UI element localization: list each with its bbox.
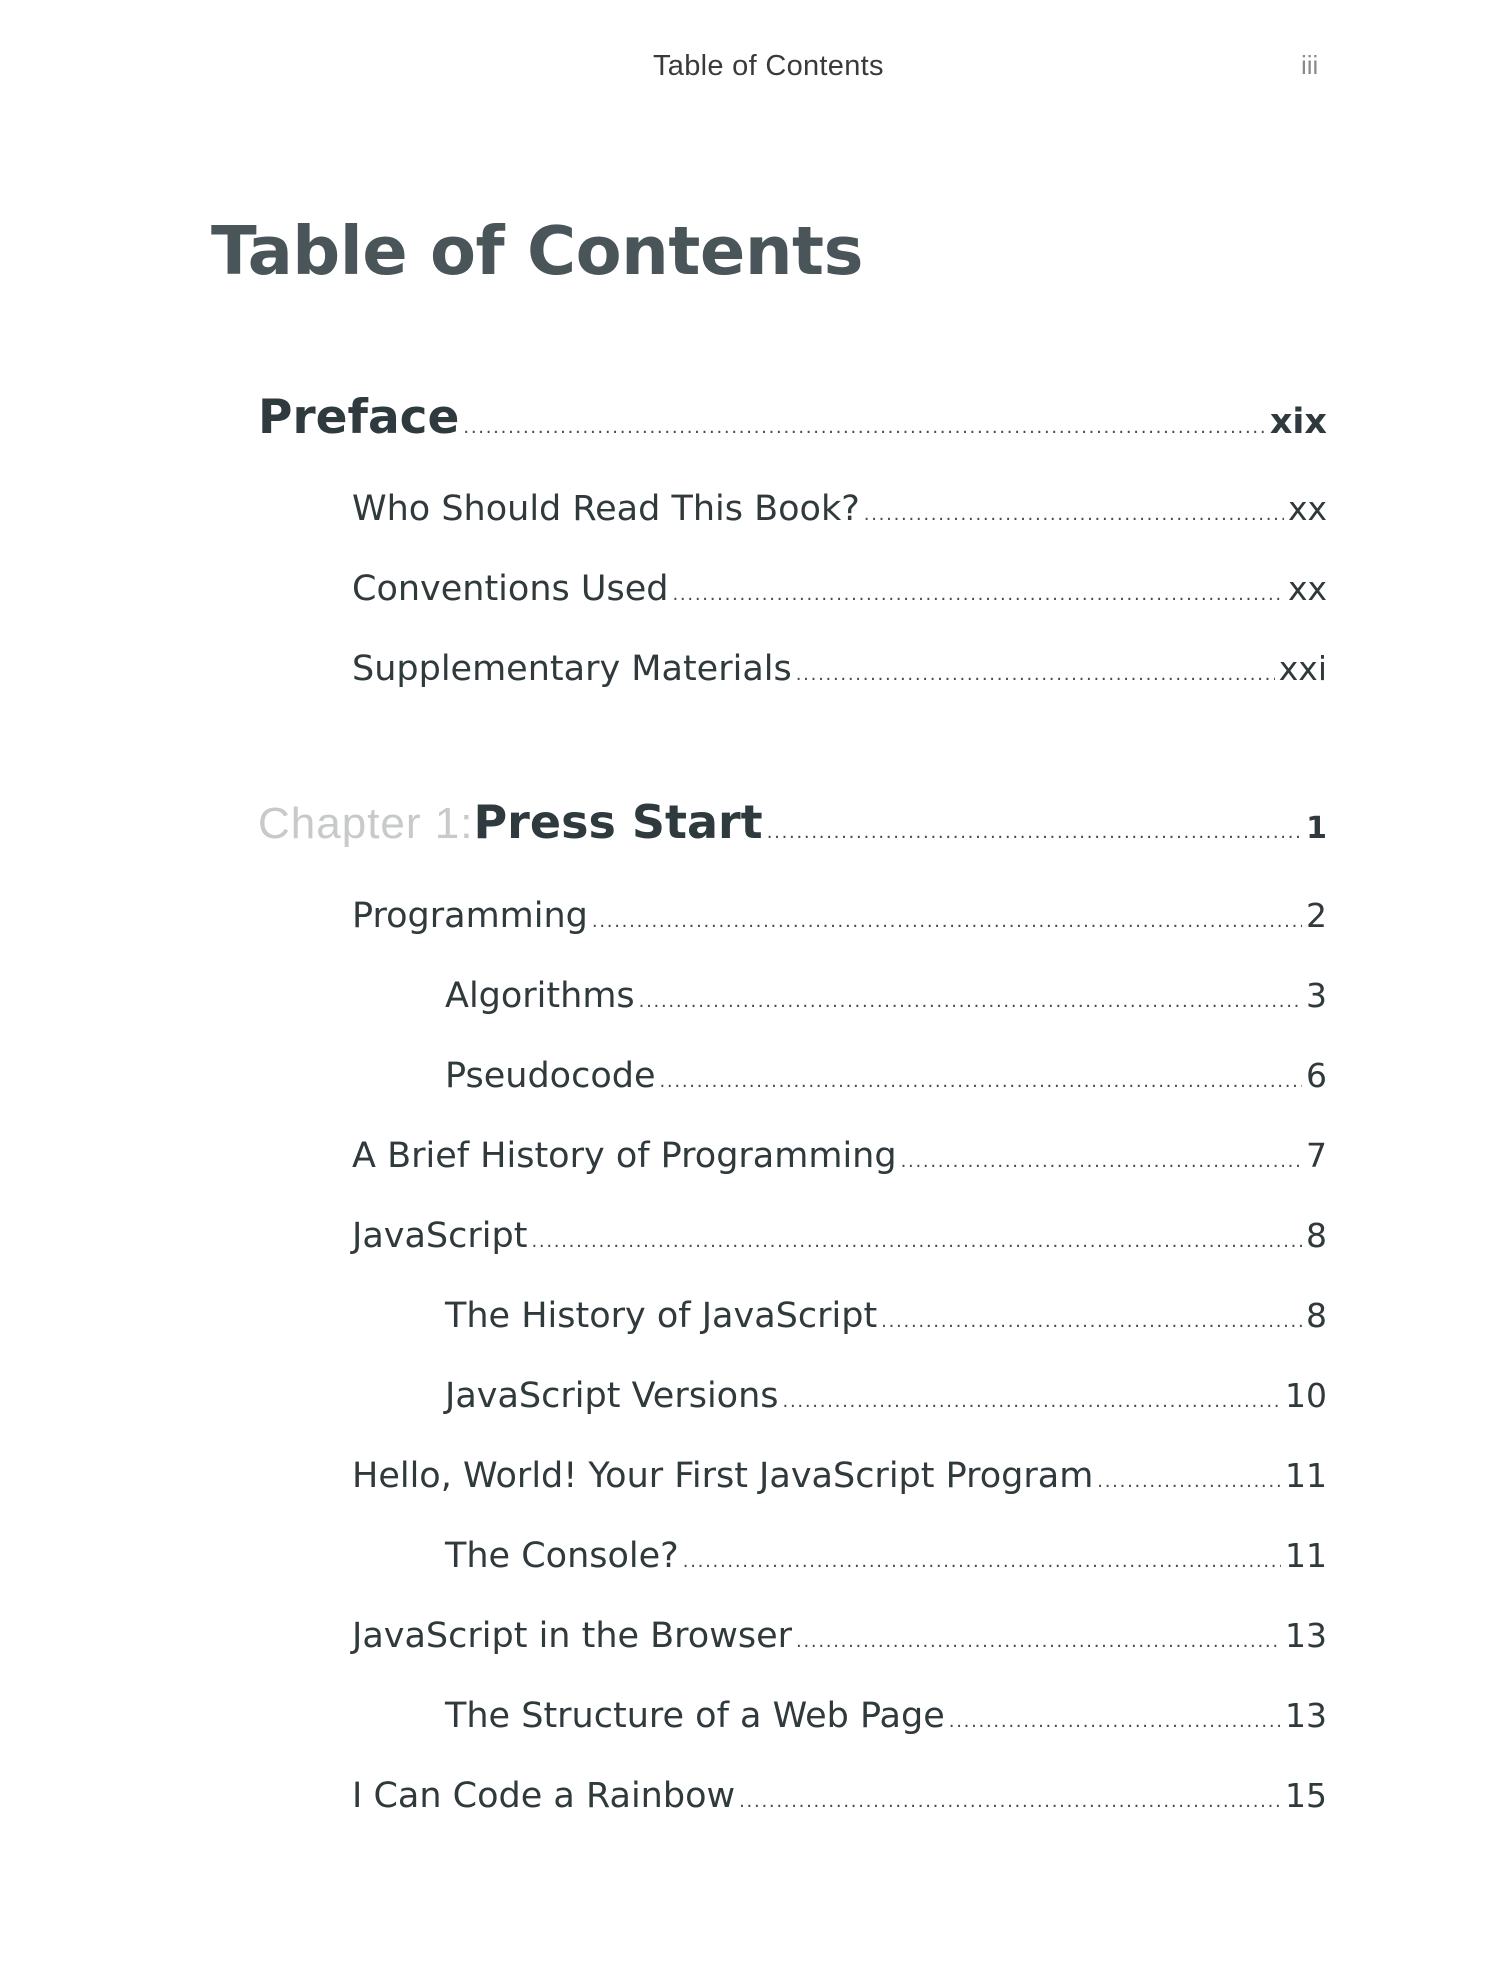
toc-entry-label: JavaScript Versions [445, 1376, 779, 1416]
toc-entry-page: 6 [1306, 1056, 1327, 1095]
page-title: Table of Contents [211, 212, 863, 290]
toc-entry[interactable] [352, 896, 1327, 936]
toc-entry-label: Who Should Read This Book? [352, 489, 860, 529]
toc-entry[interactable] [445, 1296, 1327, 1336]
running-page-number: iii [1301, 50, 1319, 80]
dot-leader [783, 1376, 1281, 1416]
toc-entry-page: 11 [1285, 1536, 1327, 1575]
dot-leader [767, 795, 1302, 849]
dot-leader [531, 1216, 1302, 1256]
toc-entry[interactable] [352, 649, 1327, 689]
toc-entry[interactable] [352, 1616, 1327, 1656]
toc-entry-page: 15 [1285, 1776, 1327, 1815]
toc-entry-label: Programming [352, 896, 588, 936]
toc-entry-label: JavaScript in the Browser [352, 1616, 792, 1656]
toc-entry-label: I Can Code a Rainbow [352, 1776, 736, 1816]
toc-entry-page: 2 [1306, 896, 1327, 935]
toc-entry-page: xx [1287, 569, 1327, 608]
dot-leader [796, 649, 1275, 689]
dot-leader [796, 1616, 1281, 1656]
toc-entry-page: 13 [1285, 1616, 1327, 1655]
toc-entry-page: 3 [1306, 976, 1327, 1015]
toc-entry[interactable] [445, 1376, 1327, 1416]
dot-leader [881, 1296, 1302, 1336]
toc-entry-label: Algorithms [445, 976, 635, 1016]
toc-entry[interactable] [352, 1456, 1327, 1496]
dot-leader [672, 569, 1283, 609]
toc-entry-page: 10 [1285, 1376, 1327, 1415]
toc-entry-page: 8 [1306, 1216, 1327, 1255]
toc-entry-label: The History of JavaScript [445, 1296, 878, 1336]
toc-entry-page: xix [1269, 402, 1327, 442]
toc-entry-label: Supplementary Materials [352, 649, 792, 689]
toc-entry-page: 13 [1285, 1696, 1327, 1735]
toc-entry[interactable] [352, 569, 1327, 609]
toc-entry-preface[interactable] [258, 390, 1327, 445]
toc-entry-label: The Console? [445, 1536, 679, 1576]
toc-entry-label: Preface [258, 390, 460, 445]
toc-entry-page: xx [1287, 489, 1327, 528]
toc-entry-page: xxi [1278, 649, 1327, 688]
toc-entry-label: Press Start [473, 795, 763, 849]
toc-entry-page: 11 [1285, 1456, 1327, 1495]
chapter-number: Chapter 1: [258, 799, 474, 848]
dot-leader [463, 390, 1265, 445]
toc-entry-chapter-1[interactable] [258, 795, 1327, 849]
dot-leader [659, 1056, 1302, 1096]
toc-entry-label: JavaScript [352, 1216, 528, 1256]
toc-entry-page: 1 [1306, 811, 1327, 846]
toc-entry-label: Pseudocode [445, 1056, 656, 1096]
dot-leader [739, 1776, 1281, 1816]
dot-leader [949, 1696, 1281, 1736]
toc-entry[interactable] [445, 1696, 1327, 1736]
dot-leader [1097, 1456, 1281, 1496]
dot-leader [901, 1136, 1302, 1176]
toc-entry[interactable] [352, 489, 1327, 529]
dot-leader [864, 489, 1284, 529]
running-header [0, 50, 1500, 90]
toc-entry-page: 8 [1306, 1296, 1327, 1335]
dot-leader [639, 976, 1302, 1016]
toc-entry[interactable] [352, 1776, 1327, 1816]
toc-entry[interactable] [352, 1136, 1327, 1176]
dot-leader [592, 896, 1302, 936]
toc-entry[interactable] [445, 976, 1327, 1016]
toc-entry[interactable] [445, 1536, 1327, 1576]
toc-entry[interactable] [352, 1216, 1327, 1256]
toc-entry[interactable] [445, 1056, 1327, 1096]
dot-leader [683, 1536, 1281, 1576]
running-title: Table of Contents [653, 50, 884, 82]
toc-entry-page: 7 [1306, 1136, 1327, 1175]
toc-entry-label: Conventions Used [352, 569, 669, 609]
toc-entry-label: A Brief History of Programming [352, 1136, 897, 1176]
toc-entry-label: The Structure of a Web Page [445, 1696, 945, 1736]
toc-entry-label: Hello, World! Your First JavaScript Program [352, 1456, 1094, 1496]
